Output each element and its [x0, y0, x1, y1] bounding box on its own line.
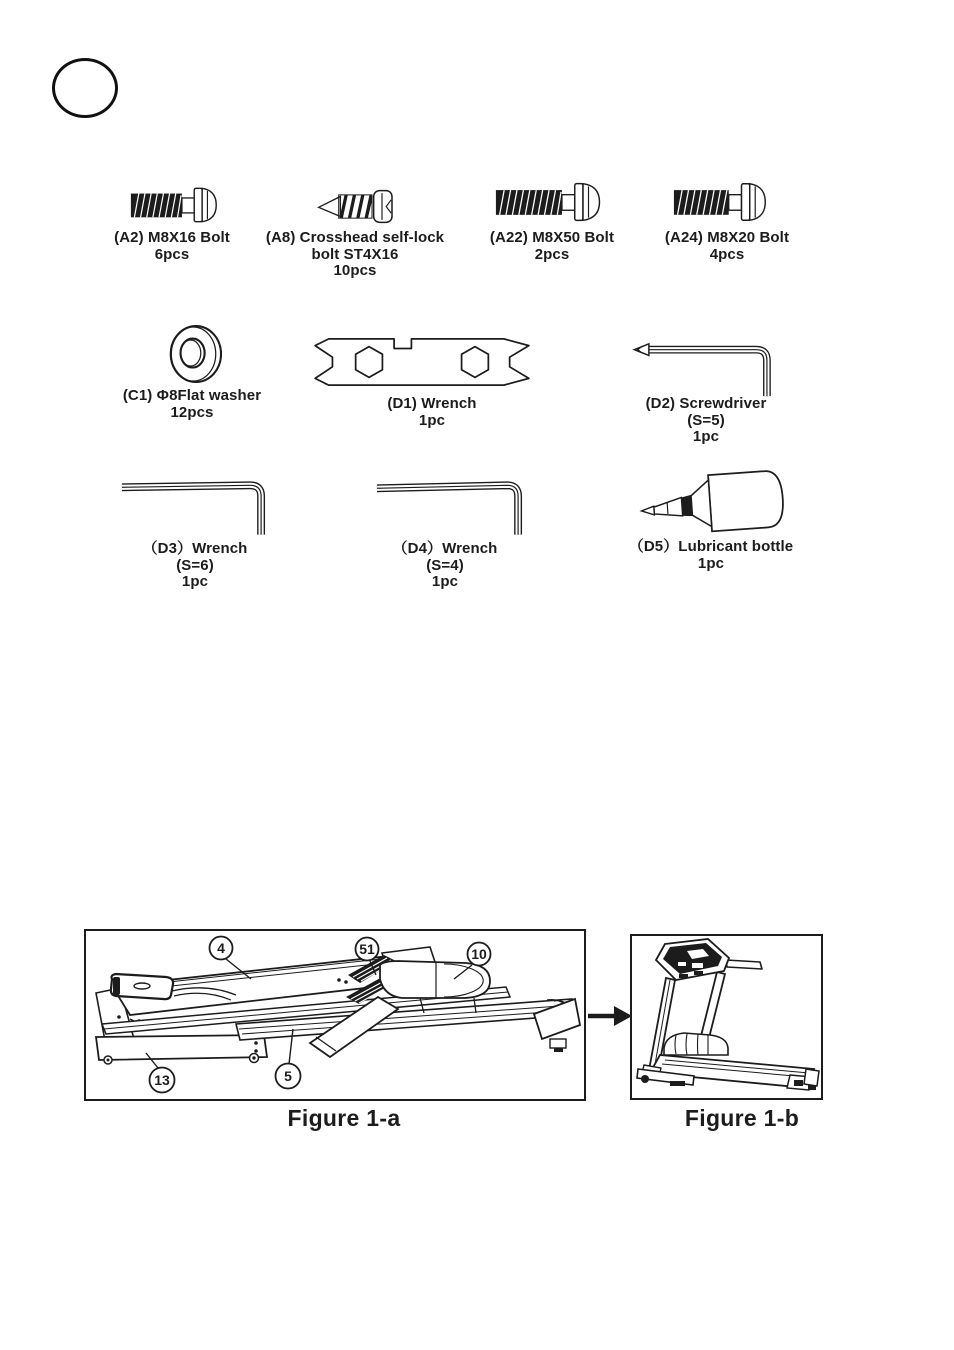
- bolt-m8x50-icon: [495, 178, 605, 226]
- part-label-d4: （D4）Wrench (S=4) 1pc: [392, 540, 498, 590]
- part-label-a8: (A8) Crosshead self-lock bolt ST4X16 10pcs: [265, 229, 445, 279]
- part-label-c1: (C1) Φ8Flat washer 12pcs: [122, 387, 262, 421]
- page-number-ellipse: [52, 58, 118, 118]
- figure-1b-caption: Figure 1-b: [684, 1105, 800, 1131]
- allen-wrench-s4-icon: [373, 477, 525, 539]
- svg-text:5: 5: [284, 1068, 292, 1084]
- lubricant-bottle-icon: [636, 470, 791, 538]
- arrow-right-icon: [586, 1002, 634, 1030]
- svg-text:10: 10: [471, 946, 487, 962]
- crosshead-screw-icon: [317, 189, 397, 224]
- wrench-icon: [310, 336, 534, 388]
- part-label-a22: (A22) M8X50 Bolt 2pcs: [489, 229, 615, 263]
- part-label-a24: (A24) M8X20 Bolt 4pcs: [664, 229, 790, 263]
- allen-wrench-s6-icon: [118, 477, 268, 539]
- folded-treadmill-drawing: [86, 931, 584, 1099]
- part-label-d3: （D3）Wrench (S=6) 1pc: [142, 540, 248, 590]
- bolt-m8x16-icon: [130, 183, 218, 227]
- figure-1b-frame: [630, 934, 823, 1100]
- part-label-d1: (D1) Wrench 1pc: [387, 395, 477, 429]
- part-label-d2: (D2) Screwdriver (S=5) 1pc: [645, 395, 767, 445]
- svg-text:51: 51: [359, 941, 375, 957]
- svg-text:4: 4: [217, 940, 225, 956]
- screwdriver-icon: [630, 340, 780, 400]
- figure-1a-caption: Figure 1-a: [287, 1105, 401, 1131]
- bolt-m8x20-icon: [673, 179, 768, 225]
- upright-treadmill-drawing: [632, 936, 821, 1098]
- part-label-d5: （D5）Lubricant bottle 1pc: [628, 538, 794, 572]
- flat-washer-icon: [168, 324, 222, 384]
- figure-1a-frame: [84, 929, 586, 1101]
- callout-5: [276, 1029, 301, 1089]
- svg-text:13: 13: [154, 1072, 170, 1088]
- part-label-a2: (A2) M8X16 Bolt 6pcs: [114, 229, 230, 263]
